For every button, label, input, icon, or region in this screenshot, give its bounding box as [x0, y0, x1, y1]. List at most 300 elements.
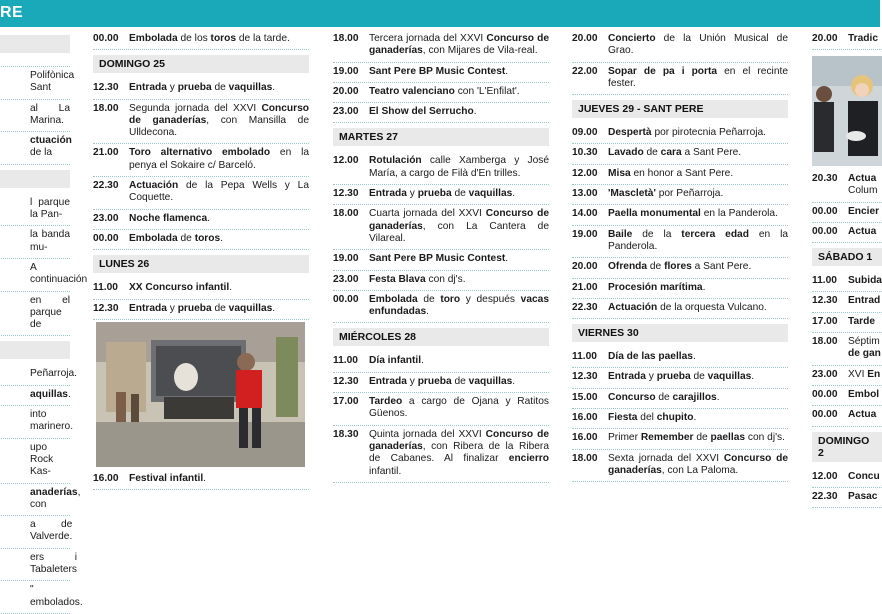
- event-highlight: prueba: [417, 188, 452, 200]
- event-highlight: vacas enfundadas: [369, 293, 549, 318]
- event-row: [333, 205, 549, 250]
- event-row: [572, 30, 788, 63]
- event-highlight: El Show del Serrucho: [369, 106, 474, 118]
- event-highlight: Concurso de ganaderías: [369, 33, 549, 57]
- event-time: 18.00: [333, 33, 359, 44]
- event-highlight: Día de las paellas: [608, 351, 693, 363]
- event-text: de los: [177, 33, 211, 44]
- event-time: 12.30: [333, 188, 359, 200]
- event-row: [572, 299, 788, 319]
- event-row: [0, 365, 78, 385]
- event-time: 00.00: [812, 409, 838, 421]
- event-description: [30, 584, 83, 609]
- event-highlight: Tradic: [848, 33, 879, 44]
- event-time: [0, 295, 30, 332]
- event-time: 16.00: [572, 432, 598, 444]
- event-text: , con La Paloma.: [661, 464, 739, 476]
- event-row: [572, 279, 788, 299]
- event-highlight: tercera edad: [681, 228, 749, 240]
- event-row: [812, 406, 882, 426]
- event-row: [333, 185, 549, 205]
- event-text: Séptim: [848, 336, 880, 348]
- event-description: [608, 302, 788, 314]
- event-text: upo Rock Kas-: [30, 441, 54, 478]
- event-text: y: [406, 188, 418, 200]
- event-highlight: Baile: [608, 228, 633, 240]
- event-highlight: aquillas: [30, 388, 68, 400]
- event-highlight: Actuación: [129, 180, 179, 192]
- event-row: [572, 205, 788, 225]
- event-highlight: Actua: [848, 225, 877, 237]
- event-row: [572, 429, 788, 449]
- event-row: [333, 83, 549, 103]
- event-highlight: Entrada: [369, 188, 407, 200]
- event-time: 09.00: [572, 127, 598, 139]
- event-highlight: vaquillas: [707, 371, 752, 383]
- day-heading: MARTES 27: [333, 128, 549, 146]
- event-text: de: [451, 375, 469, 387]
- event-highlight: Concu: [848, 470, 880, 482]
- day-heading: LUNES 26: [93, 255, 309, 273]
- event-row: [93, 100, 309, 145]
- event-highlight: Ofrenda: [608, 261, 648, 273]
- event-text: en el parque de: [30, 294, 70, 331]
- event-time: 12.30: [812, 295, 838, 307]
- event-time: 00.00: [812, 205, 838, 217]
- event-text: .: [421, 355, 424, 367]
- event-time: [0, 197, 30, 222]
- event-description: [848, 275, 882, 287]
- event-text: Cuarta jornada del XXVI: [369, 208, 486, 220]
- event-row: [0, 292, 70, 337]
- event-highlight: Entrad: [848, 295, 881, 307]
- event-highlight: Lavado: [608, 147, 644, 159]
- event-highlight: prueba: [177, 302, 212, 314]
- event-row: [0, 100, 70, 133]
- event-description: [30, 70, 74, 95]
- event-text: de: [643, 147, 661, 159]
- event-text: y: [166, 302, 178, 314]
- event-highlight: flores: [664, 261, 692, 273]
- event-highlight: prueba: [177, 82, 212, 94]
- event-time: [0, 262, 30, 287]
- event-time: [0, 103, 30, 128]
- event-row: [333, 271, 549, 291]
- event-text: y después: [460, 293, 521, 305]
- event-highlight: En: [867, 368, 881, 380]
- event-highlight: Entrada: [369, 375, 407, 387]
- section-header-title: RE: [0, 4, 24, 21]
- event-description: [608, 351, 788, 363]
- event-description: [848, 471, 882, 483]
- event-text: en la Panderola.: [608, 228, 788, 252]
- program-column-4-top: [812, 30, 882, 54]
- event-text: y: [406, 375, 418, 387]
- event-text: en la Panderola.: [700, 208, 778, 220]
- event-text: , con Ribera de la Ribera de Cabanes. Al finalizar: [369, 440, 549, 465]
- section-header-bar: [0, 0, 880, 27]
- event-description: [608, 188, 788, 200]
- event-description: [129, 147, 309, 172]
- event-highlight: chupito: [656, 412, 694, 424]
- event-description: [608, 261, 788, 273]
- event-text: a Sant Pere.: [681, 147, 742, 159]
- event-text: de: [211, 302, 229, 314]
- event-text: .: [220, 232, 223, 244]
- event-time: 16.00: [572, 412, 598, 424]
- festival-people-illustration: [812, 56, 882, 166]
- event-row: [333, 352, 549, 372]
- event-row: [333, 152, 549, 185]
- event-text: .: [67, 388, 71, 400]
- event-description: [369, 396, 549, 421]
- event-text: en el recinte fester.: [608, 65, 788, 89]
- event-time: [0, 368, 30, 380]
- event-time: 20.00: [333, 85, 359, 97]
- event-highlight: Festival infantil: [129, 473, 204, 484]
- event-description: [30, 262, 87, 287]
- event-description: [369, 355, 549, 367]
- event-time: 12.30: [333, 375, 359, 387]
- event-highlight: Embolada: [129, 232, 178, 244]
- event-text: l parque la Pan-: [30, 196, 70, 221]
- event-row: [93, 300, 309, 320]
- event-row: [572, 63, 788, 96]
- event-row: [0, 406, 74, 439]
- event-time: 18.30: [333, 428, 359, 440]
- event-highlight: Subida: [848, 275, 882, 287]
- event-text: de la tarde.: [236, 33, 290, 44]
- event-row: [93, 279, 309, 299]
- event-description: [608, 147, 788, 159]
- event-text: Primer: [608, 432, 641, 444]
- program-column-3: [572, 30, 788, 495]
- event-text: de la Pepa Wells y La Coquette.: [129, 180, 309, 204]
- event-text: .: [203, 473, 207, 484]
- event-time: 15.00: [572, 391, 598, 403]
- event-text: .: [512, 375, 516, 387]
- event-description: [369, 429, 549, 478]
- event-highlight: vaquillas: [228, 82, 273, 94]
- event-description: [848, 389, 882, 401]
- event-description: [608, 432, 788, 444]
- event-time: 00.00: [333, 293, 359, 305]
- event-row: [333, 426, 549, 483]
- event-description: [608, 208, 788, 220]
- event-text: XVI: [848, 368, 868, 380]
- event-highlight: Festa Blava: [369, 273, 426, 285]
- event-highlight: Sant Pere BP Music Contest: [369, 253, 506, 265]
- event-time: 19.00: [333, 65, 359, 77]
- event-row: [93, 177, 309, 210]
- event-highlight: 'Mascletà': [608, 188, 656, 200]
- day-heading: VIERNES 30: [572, 324, 788, 342]
- event-row: [572, 185, 788, 205]
- event-highlight: Entrada: [129, 82, 167, 94]
- event-text: por pirotecnia Peñarroja.: [651, 127, 766, 139]
- event-time: [0, 487, 30, 512]
- event-time: 23.00: [333, 106, 359, 118]
- event-time: 12.00: [333, 155, 359, 167]
- event-description: [30, 135, 72, 160]
- event-description: [848, 336, 882, 361]
- festival-people-photo: [812, 56, 882, 166]
- event-description: [129, 33, 309, 45]
- event-text: Quinta jornada del XXVI: [369, 428, 486, 440]
- event-text: a Sant Pere.: [691, 261, 752, 273]
- event-row: [812, 223, 882, 243]
- event-row: [572, 124, 788, 144]
- event-description: [369, 208, 549, 245]
- event-highlight: Misa: [608, 167, 631, 179]
- event-time: 00.00: [93, 33, 119, 44]
- event-text: .: [512, 188, 516, 200]
- event-highlight: Tardeo: [369, 396, 403, 408]
- event-description: [608, 168, 788, 180]
- event-row: [93, 79, 309, 99]
- event-time: 18.00: [333, 208, 359, 220]
- event-text: a de Valverde.: [30, 519, 73, 543]
- event-row: [812, 292, 882, 312]
- event-text: Tercera jornada del XXVI: [369, 33, 487, 44]
- event-text: Colum: [848, 185, 878, 197]
- event-highlight: Actuación: [608, 301, 658, 313]
- event-description: [848, 226, 882, 238]
- event-text: Segunda jornada del XXVI: [129, 102, 262, 114]
- event-description: [369, 33, 549, 58]
- event-time: 13.00: [572, 188, 598, 200]
- event-description: [30, 442, 70, 479]
- event-text: , con Mansilla de Ulldecona.: [129, 114, 310, 139]
- event-highlight: Actua: [848, 173, 877, 184]
- event-row: [812, 313, 882, 333]
- event-time: 11.00: [333, 355, 358, 367]
- event-row: [93, 230, 309, 250]
- event-time: 12.00: [572, 167, 598, 179]
- event-description: [369, 155, 549, 180]
- event-highlight: Entrada: [608, 371, 646, 383]
- event-time: 17.00: [812, 315, 838, 327]
- event-text: " embolados.: [30, 584, 83, 608]
- event-highlight: toros: [210, 33, 237, 44]
- event-time: [0, 552, 30, 577]
- event-description: [129, 180, 309, 205]
- event-highlight: cara: [660, 147, 682, 159]
- event-description: [848, 33, 882, 45]
- program-column-0: [0, 30, 88, 608]
- event-text: en honor a Sant Pere.: [630, 167, 734, 179]
- event-time: [0, 519, 30, 544]
- event-highlight: encierro: [508, 453, 549, 465]
- event-text: .: [272, 82, 276, 94]
- event-text: de: [647, 261, 665, 273]
- event-text: .: [505, 253, 509, 265]
- event-text: Sexta jornada del XXVI: [608, 452, 724, 464]
- event-description: [30, 368, 77, 380]
- event-highlight: Remember: [640, 432, 694, 444]
- event-text: .: [692, 351, 696, 363]
- event-time: 11.00: [572, 351, 597, 363]
- event-highlight: Teatro valenciano: [369, 85, 455, 97]
- event-text: .: [693, 412, 697, 424]
- event-time: 23.00: [812, 368, 838, 380]
- day-heading: SÁBADO 1: [812, 248, 882, 266]
- event-description: [848, 295, 882, 307]
- event-text: de la Unión Musical de Grao.: [608, 33, 788, 57]
- event-description: [129, 233, 309, 245]
- event-description: [608, 282, 788, 294]
- event-time: 22.30: [93, 180, 119, 192]
- event-text: con dj's.: [745, 432, 785, 444]
- event-row: [0, 581, 83, 614]
- event-description: [30, 229, 70, 254]
- event-row: [572, 348, 788, 368]
- event-text: del: [637, 412, 657, 424]
- event-text: into marinero.: [30, 409, 74, 433]
- event-row: [0, 259, 88, 292]
- event-row: [812, 386, 882, 406]
- event-description: [608, 392, 788, 404]
- event-time: 18.00: [812, 336, 838, 348]
- event-row: [0, 439, 70, 484]
- event-description: [129, 473, 309, 485]
- event-description: [608, 33, 788, 58]
- event-description: [369, 106, 549, 118]
- event-highlight: Concurso de ganaderías: [369, 428, 549, 452]
- event-highlight: toros: [194, 232, 221, 244]
- event-text: infantil.: [369, 465, 402, 477]
- event-row: [812, 170, 882, 203]
- event-description: [369, 294, 549, 319]
- event-highlight: Concurso de ganaderías: [608, 452, 789, 476]
- event-text: de la: [632, 228, 682, 240]
- event-row: [812, 468, 882, 488]
- event-text: y: [166, 82, 178, 94]
- event-time: 23.00: [333, 273, 359, 285]
- event-row: [572, 258, 788, 278]
- program-column-1-tail: [93, 470, 309, 495]
- event-text: calle Xamberga y José María, a cargo de Filà d'En trilles.: [369, 155, 549, 179]
- event-row: [572, 144, 788, 164]
- event-text: de la: [30, 147, 53, 159]
- event-time: [0, 389, 30, 401]
- event-highlight: Día infantil: [369, 355, 422, 367]
- event-row: [93, 470, 309, 490]
- event-text: la banda mu-: [30, 229, 70, 253]
- event-time: 14.00: [572, 208, 598, 220]
- event-text: de: [211, 82, 229, 94]
- event-highlight: paellas: [710, 432, 746, 444]
- event-description: [848, 206, 882, 218]
- event-highlight: prueba: [656, 371, 691, 383]
- event-row: [812, 272, 882, 292]
- event-time: 18.00: [93, 102, 119, 114]
- event-text: .: [229, 282, 233, 294]
- event-time: 23.00: [93, 212, 119, 224]
- event-description: [30, 103, 70, 128]
- event-time: [0, 584, 30, 609]
- event-text: por Peñarroja.: [655, 188, 724, 200]
- event-text: de: [177, 232, 195, 244]
- event-highlight: prueba: [417, 375, 452, 387]
- event-row: [0, 549, 78, 582]
- event-time: 22.30: [572, 301, 598, 313]
- event-text: de: [417, 293, 441, 305]
- event-highlight: Sopar de pa i porta: [608, 65, 718, 77]
- day-heading: JUEVES 29 - SANT PERE: [572, 100, 788, 118]
- event-text: de: [693, 432, 711, 444]
- event-text: Peñarroja.: [30, 368, 78, 380]
- event-row: [812, 488, 882, 508]
- event-text: .: [426, 306, 430, 318]
- event-time: [0, 409, 30, 434]
- event-time: 19.00: [572, 228, 598, 240]
- event-row: [572, 368, 788, 388]
- event-description: [608, 453, 788, 478]
- event-highlight: Concurso de ganaderías: [129, 102, 309, 126]
- event-highlight: Entrada: [129, 302, 167, 314]
- day-heading: MIÉRCOLES 28: [333, 328, 549, 346]
- event-time: [0, 229, 30, 254]
- event-time: 20.00: [812, 33, 838, 44]
- event-highlight: toro: [440, 293, 461, 305]
- event-time: 00.00: [812, 225, 838, 237]
- event-time: 00.00: [93, 232, 119, 244]
- event-time: 18.00: [572, 452, 598, 464]
- event-highlight: Paella monumental: [608, 208, 701, 220]
- event-row: [333, 103, 549, 123]
- event-text: de: [655, 391, 673, 403]
- event-time: 00.00: [812, 388, 838, 400]
- event-time: 22.00: [572, 65, 598, 77]
- day-heading: [0, 170, 70, 188]
- event-highlight: Concurso de ganaderías: [369, 208, 550, 232]
- event-row: [333, 393, 549, 426]
- event-row: [333, 250, 549, 270]
- event-row: [572, 409, 788, 429]
- event-highlight: Sant Pere BP Music Contest: [369, 65, 506, 77]
- event-highlight: ctuación: [30, 135, 72, 147]
- event-highlight: Pasac: [848, 490, 878, 502]
- event-row: [0, 516, 73, 549]
- event-text: con 'L'Enfilat'.: [454, 85, 520, 97]
- event-text: con dj's.: [425, 273, 466, 285]
- event-description: [369, 66, 549, 78]
- event-row: [0, 226, 70, 259]
- event-highlight: Concurso: [608, 391, 656, 403]
- event-description: [369, 274, 549, 286]
- day-heading: DOMINGO 25: [93, 55, 309, 73]
- event-text: A continuación: [30, 261, 88, 286]
- event-text: , con Mijares de Vila-real.: [422, 45, 538, 57]
- event-description: [30, 197, 70, 222]
- program-column-4: [812, 170, 882, 502]
- event-highlight: Fiesta: [608, 412, 638, 424]
- event-description: [129, 303, 309, 315]
- event-text: .: [505, 65, 509, 77]
- event-row: [572, 389, 788, 409]
- event-highlight: carajillos: [672, 391, 717, 403]
- event-time: 11.00: [93, 282, 118, 294]
- event-highlight: Encier: [848, 205, 880, 217]
- event-row: [572, 450, 788, 483]
- event-row: [0, 132, 70, 165]
- event-text: a cargo de Ojana y Ratitos Güenos.: [369, 396, 549, 420]
- event-description: [608, 127, 788, 139]
- event-text: , con La Cantera de Vilareal.: [369, 220, 549, 244]
- event-row: [572, 165, 788, 185]
- event-description: [30, 487, 80, 512]
